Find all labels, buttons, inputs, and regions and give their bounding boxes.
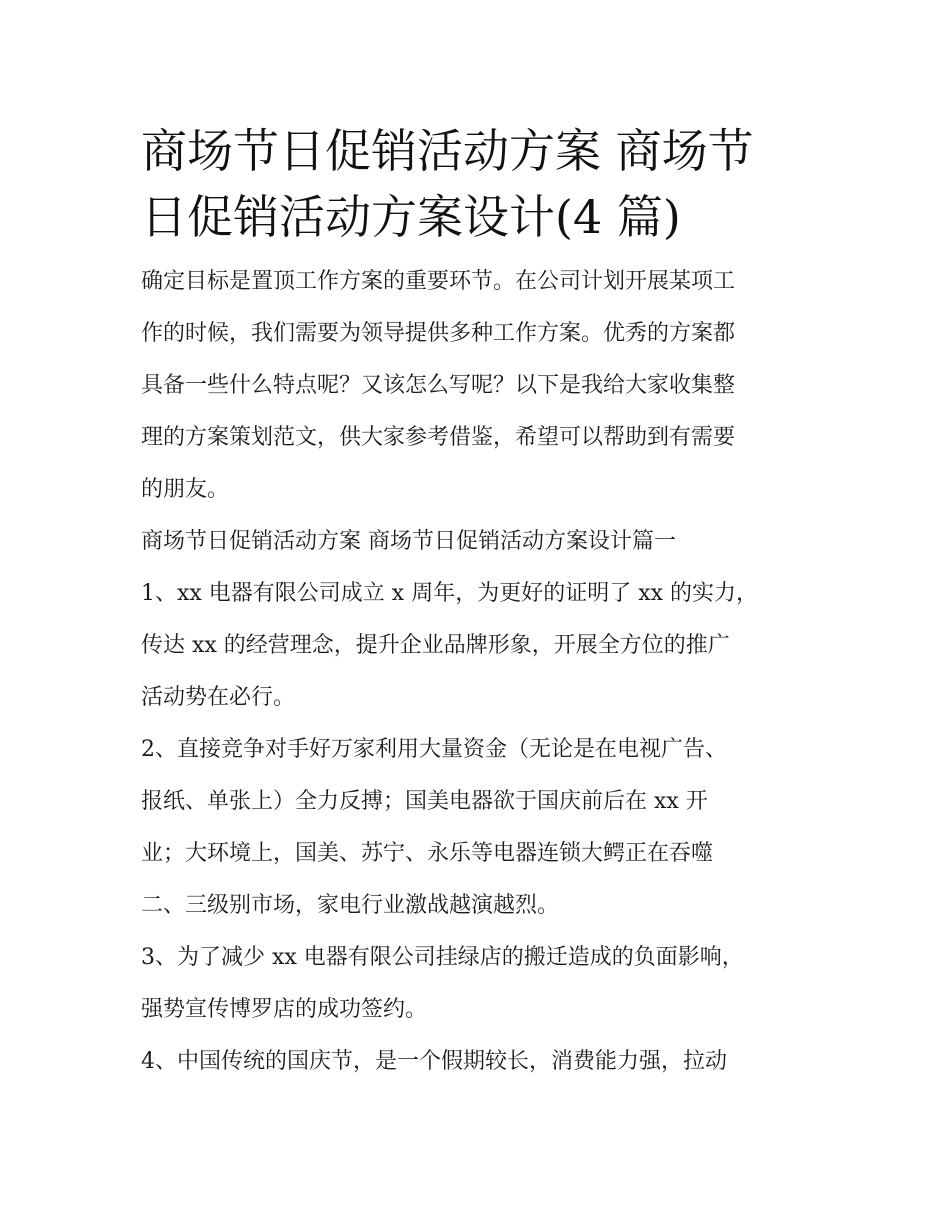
text-line: 确定目标是置顶工作方案的重要环节。在公司计划开展某项工 [141, 269, 736, 294]
text-line: 1、xx 电器有限公司成立 x 周年，为更好的证明了 xx 的实力， [141, 581, 759, 606]
title-line: 日促销活动方案设计(4 篇) [141, 190, 681, 244]
item-1-paragraph [141, 568, 821, 724]
text-line: 活动势在必行。 [141, 685, 296, 710]
item-2-paragraph [141, 724, 821, 932]
text-line: 业；大环境上，国美、苏宁、永乐等电器连锁大鳄正在吞噬 [141, 841, 714, 866]
text-line: 报纸、单张上）全力反搏；国美电器欲于国庆前后在 xx 开 [141, 789, 708, 814]
document-body [141, 118, 821, 1088]
text-line: 强势宣传博罗店的成功签约。 [141, 997, 428, 1022]
document-title [141, 118, 821, 250]
item-4-paragraph [141, 1036, 821, 1088]
text-line: 具备一些什么特点呢？又该怎么写呢？以下是我给大家收集整 [141, 373, 736, 398]
text-line: 3、为了减少 xx 电器有限公司挂绿店的搬迁造成的负面影响， [141, 945, 744, 970]
text-line: 理的方案策划范文，供大家参考借鉴，希望可以帮助到有需要 [141, 425, 736, 450]
text-line: 4、中国传统的国庆节，是一个假期较长，消费能力强，拉动 [141, 1049, 727, 1074]
text-line: 传达 xx 的经营理念，提升企业品牌形象，开展全方位的推广 [141, 633, 730, 658]
intro-paragraph [141, 256, 821, 516]
title-line: 商场节日促销活动方案 商场节 [141, 124, 754, 178]
text-line: 二、三级别市场，家电行业激战越演越烈。 [141, 893, 560, 918]
text-line: 2、直接竞争对手好万家利用大量资金（无论是在电视广告、 [141, 737, 727, 762]
text-line: 商场节日促销活动方案 商场节日促销活动方案设计篇一 [141, 529, 676, 554]
text-line: 作的时候，我们需要为领导提供多种工作方案。优秀的方案都 [141, 321, 736, 346]
section-heading [141, 516, 821, 568]
text-line: 的朋友。 [141, 477, 230, 502]
item-3-paragraph [141, 932, 821, 1036]
